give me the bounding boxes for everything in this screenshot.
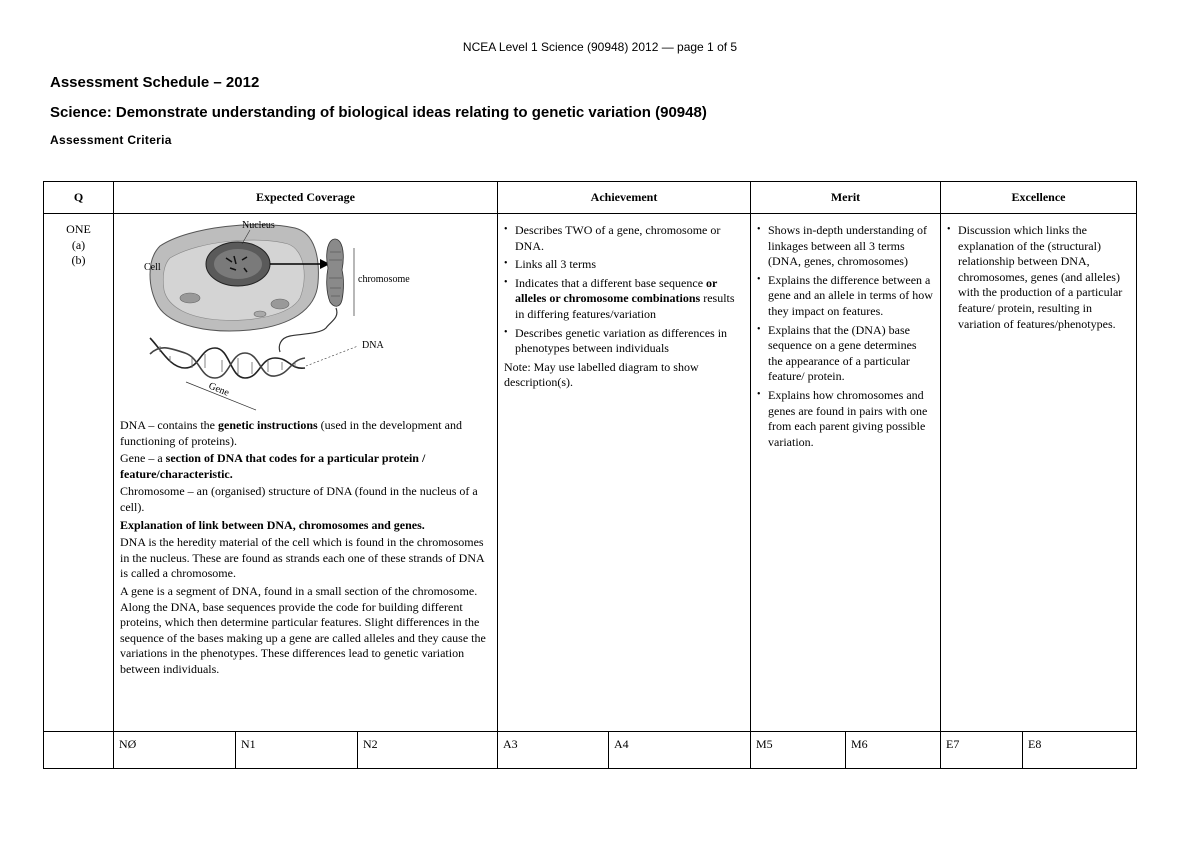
header-row bbox=[44, 182, 1137, 214]
expected-coverage-cell bbox=[114, 214, 498, 732]
achievement-item: • Describes genetic variation as differences in phenotypes between individuals bbox=[504, 326, 744, 357]
excellence-cell bbox=[941, 214, 1137, 732]
grade-cell-e7: E7 bbox=[941, 732, 1023, 769]
grade-cell-a3: A3 bbox=[498, 732, 609, 769]
merit-item: • Explains the difference between a gene and an allele in terms of how they impact on features. bbox=[757, 273, 934, 320]
grade-cell-n2: N2 bbox=[358, 732, 498, 769]
assessment-table bbox=[43, 181, 1137, 769]
cell-dna-diagram bbox=[130, 218, 410, 418]
grade-cell-m6: M6 bbox=[846, 732, 941, 769]
merit-cell bbox=[751, 214, 941, 732]
achievement-list bbox=[504, 223, 744, 357]
merit-list bbox=[757, 223, 934, 450]
header-expected-coverage: Expected Coverage bbox=[114, 182, 498, 214]
achievement-item: • Describes TWO of a gene, chromosome or DNA. bbox=[504, 223, 744, 254]
excellence-item: • Discussion which links the explanation of the (structural) relationship between DNA, chromosomes, genes (and alleles) with the production of a particular feature/ protein, resulting in variation of features/phenotypes. bbox=[947, 223, 1130, 332]
organelle-shape bbox=[254, 311, 266, 317]
achievement-item: • Links all 3 terms bbox=[504, 257, 744, 273]
grade-cell-n1: N1 bbox=[236, 732, 358, 769]
merit-item: • Explains that the (DNA) base sequence on a gene determines the appearance of a particular feature/ protein. bbox=[757, 323, 934, 385]
chromosome-definition: Chromosome – an (organised) structure of DNA (found in the nucleus of a cell). bbox=[120, 484, 478, 514]
merit-item: • Shows in-depth understanding of linkages between all 3 terms (DNA, genes, chromosomes) bbox=[757, 223, 934, 270]
dna-strand-1 bbox=[150, 338, 305, 378]
grade-empty-cell bbox=[44, 732, 114, 769]
excellence-list bbox=[947, 223, 1130, 332]
nucleus-inner bbox=[214, 249, 262, 279]
header-merit: Merit bbox=[751, 182, 941, 214]
header-q: Q bbox=[44, 182, 114, 214]
gene-definition: Gene – a section of DNA that codes for a particular protein / feature/characteristic. bbox=[120, 451, 426, 481]
dna-label: DNA bbox=[362, 340, 384, 351]
chromosome-label: chromosome bbox=[358, 274, 410, 285]
question-row bbox=[44, 214, 1137, 732]
page-header: NCEA Level 1 Science (90948) 2012 — page 1 of 5 bbox=[462, 40, 738, 54]
nucleus-label: Nucleus bbox=[242, 220, 275, 231]
dna-definition: DNA – contains the genetic instructions (used in the development and functioning of proteins). bbox=[120, 418, 462, 448]
cell-label: Cell bbox=[144, 262, 161, 273]
link-paragraph-1: DNA is the heredity material of the cell which is found in the chromosomes in the nucleus. These are found as strands each one of these strands of DNA is called a chromosome. bbox=[120, 535, 485, 581]
grade-cell-e8: E8 bbox=[1023, 732, 1137, 769]
page-title: Assessment Schedule – 2012 bbox=[50, 74, 260, 91]
header-achievement: Achievement bbox=[498, 182, 751, 214]
question-label: ONE bbox=[66, 222, 91, 236]
grade-cell-m5: M5 bbox=[751, 732, 846, 769]
organelle-shape bbox=[271, 299, 289, 309]
gene-label: Gene bbox=[206, 380, 231, 399]
grade-cell-n0: NØ bbox=[114, 732, 236, 769]
grade-row bbox=[44, 732, 1137, 769]
dna-pointer bbox=[306, 346, 358, 366]
link-heading: Explanation of link between DNA, chromosomes and genes. bbox=[120, 517, 425, 532]
question-part-a: (a) bbox=[71, 237, 86, 252]
organelle-shape bbox=[180, 293, 200, 303]
merit-item: • Explains how chromosomes and genes are found in pairs with one from each parent giving possible variation. bbox=[757, 388, 934, 450]
achievement-cell bbox=[498, 214, 751, 732]
question-part-b: (b) bbox=[71, 253, 86, 268]
achievement-item: • Indicates that a different base sequence or alleles or chromosome combinations results in differing features/variation bbox=[504, 276, 744, 323]
grade-cell-a4: A4 bbox=[609, 732, 751, 769]
header-excellence: Excellence bbox=[941, 182, 1137, 214]
link-paragraph-2: A gene is a segment of DNA, found in a small section of the chromosome. Along the DNA, base sequences provide the code for building different proteins, which then determine particular features. Slight differences in the sequence of the bases making up a gene are called alleles and they cause the variations in the phenotypes. These differences lead to genetic variation between individuals. bbox=[120, 583, 486, 676]
section-heading: Assessment Criteria bbox=[50, 133, 172, 147]
page-subtitle: Science: Demonstrate understanding of biological ideas relating to genetic variation (90948) bbox=[50, 104, 707, 121]
question-cell bbox=[44, 214, 114, 732]
achievement-note: Note: May use labelled diagram to show description(s). bbox=[504, 359, 699, 390]
